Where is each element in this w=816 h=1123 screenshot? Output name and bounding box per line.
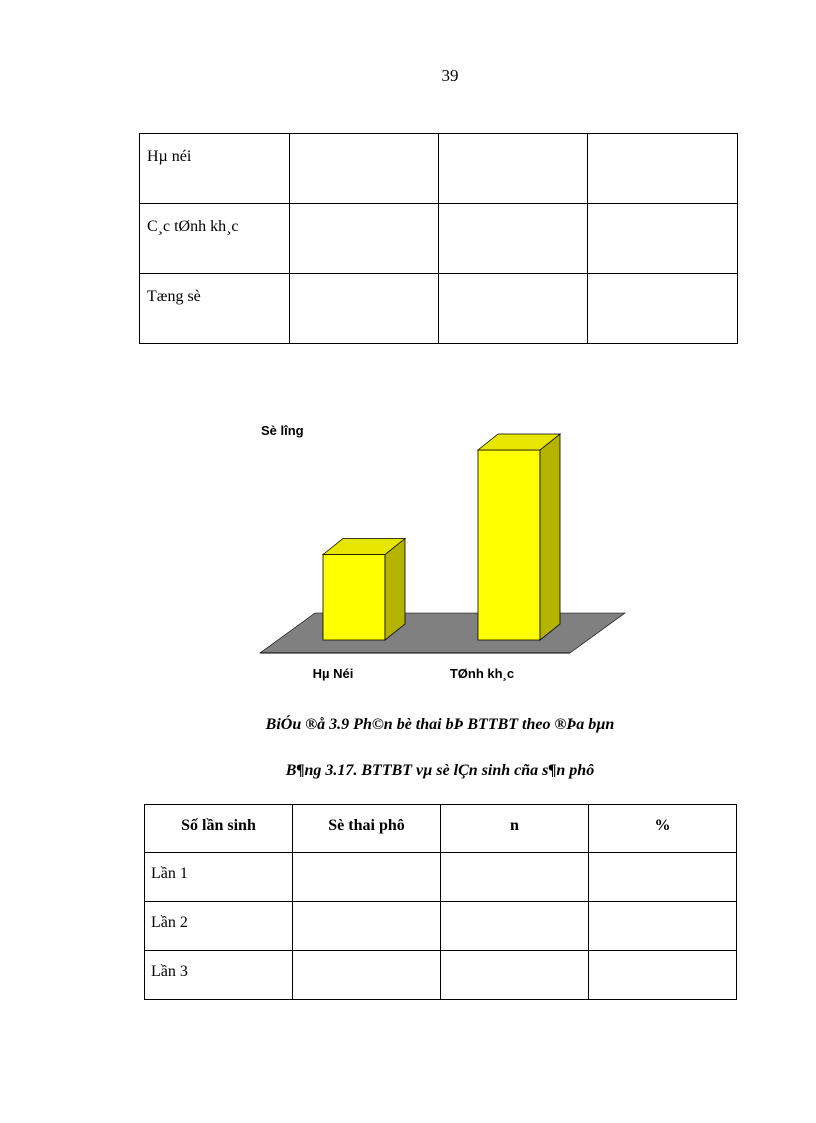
table-cell <box>293 951 441 1000</box>
column-header: n <box>441 805 589 853</box>
table-cell-label <box>140 274 290 344</box>
row-label: Lần 1 <box>151 865 188 882</box>
table-cell-label <box>140 134 290 204</box>
page-number: 39 <box>441 66 459 85</box>
table-cell <box>439 204 588 274</box>
location-table <box>139 133 738 344</box>
table-caption: B¶ng 3.17. BTTBT vµ sè lÇn sinh cña s¶n phô <box>285 762 595 779</box>
table-cell <box>588 204 738 274</box>
table-cell-label <box>140 204 290 274</box>
row-label: Lần 2 <box>151 914 188 931</box>
table-cell <box>588 134 738 204</box>
table-row <box>140 204 738 274</box>
chart-floor <box>260 613 625 653</box>
table-row <box>140 134 738 204</box>
table-row <box>145 853 737 902</box>
table-cell <box>441 853 589 902</box>
table-cell <box>588 274 738 344</box>
row-label: Tæng sè <box>147 288 201 305</box>
birth-count-table <box>144 804 737 1000</box>
table-cell <box>290 134 439 204</box>
table-header-row <box>145 805 737 853</box>
bar-chart <box>230 410 640 685</box>
table-cell <box>293 853 441 902</box>
table-cell <box>293 902 441 951</box>
table-cell <box>439 134 588 204</box>
table-cell <box>290 274 439 344</box>
x-tick-label-0: Hµ Néi <box>312 666 354 681</box>
table-cell <box>441 951 589 1000</box>
x-tick-label-1: TØnh kh¸c <box>449 666 515 681</box>
bars-group <box>323 434 560 640</box>
row-label: Lần 3 <box>151 963 188 980</box>
bar-0-front <box>323 555 385 641</box>
table-cell <box>589 853 737 902</box>
row-label: C¸c tØnh kh¸c <box>147 218 239 235</box>
table-cell <box>441 902 589 951</box>
table-cell <box>589 951 737 1000</box>
table-cell-label <box>145 902 293 951</box>
table-row <box>145 951 737 1000</box>
table-cell <box>290 204 439 274</box>
table-cell <box>439 274 588 344</box>
column-header: % <box>589 805 737 853</box>
bar-1-front <box>478 450 540 640</box>
figure-caption: BiÓu ®å 3.9 Ph©n bè thai bÞ BTTBT theo ®Þa bµn <box>265 716 615 733</box>
bar-1-side <box>540 434 560 640</box>
y-axis-label: Sè lîng <box>261 423 304 438</box>
column-header: Sè thai phô <box>293 805 441 853</box>
table-cell <box>589 902 737 951</box>
column-header: Số lần sinh <box>145 805 293 853</box>
bar-0-side <box>385 539 405 641</box>
row-label: Hµ néi <box>147 148 192 165</box>
table-row <box>140 274 738 344</box>
table-cell-label <box>145 951 293 1000</box>
table-row <box>145 902 737 951</box>
table-cell-label <box>145 853 293 902</box>
